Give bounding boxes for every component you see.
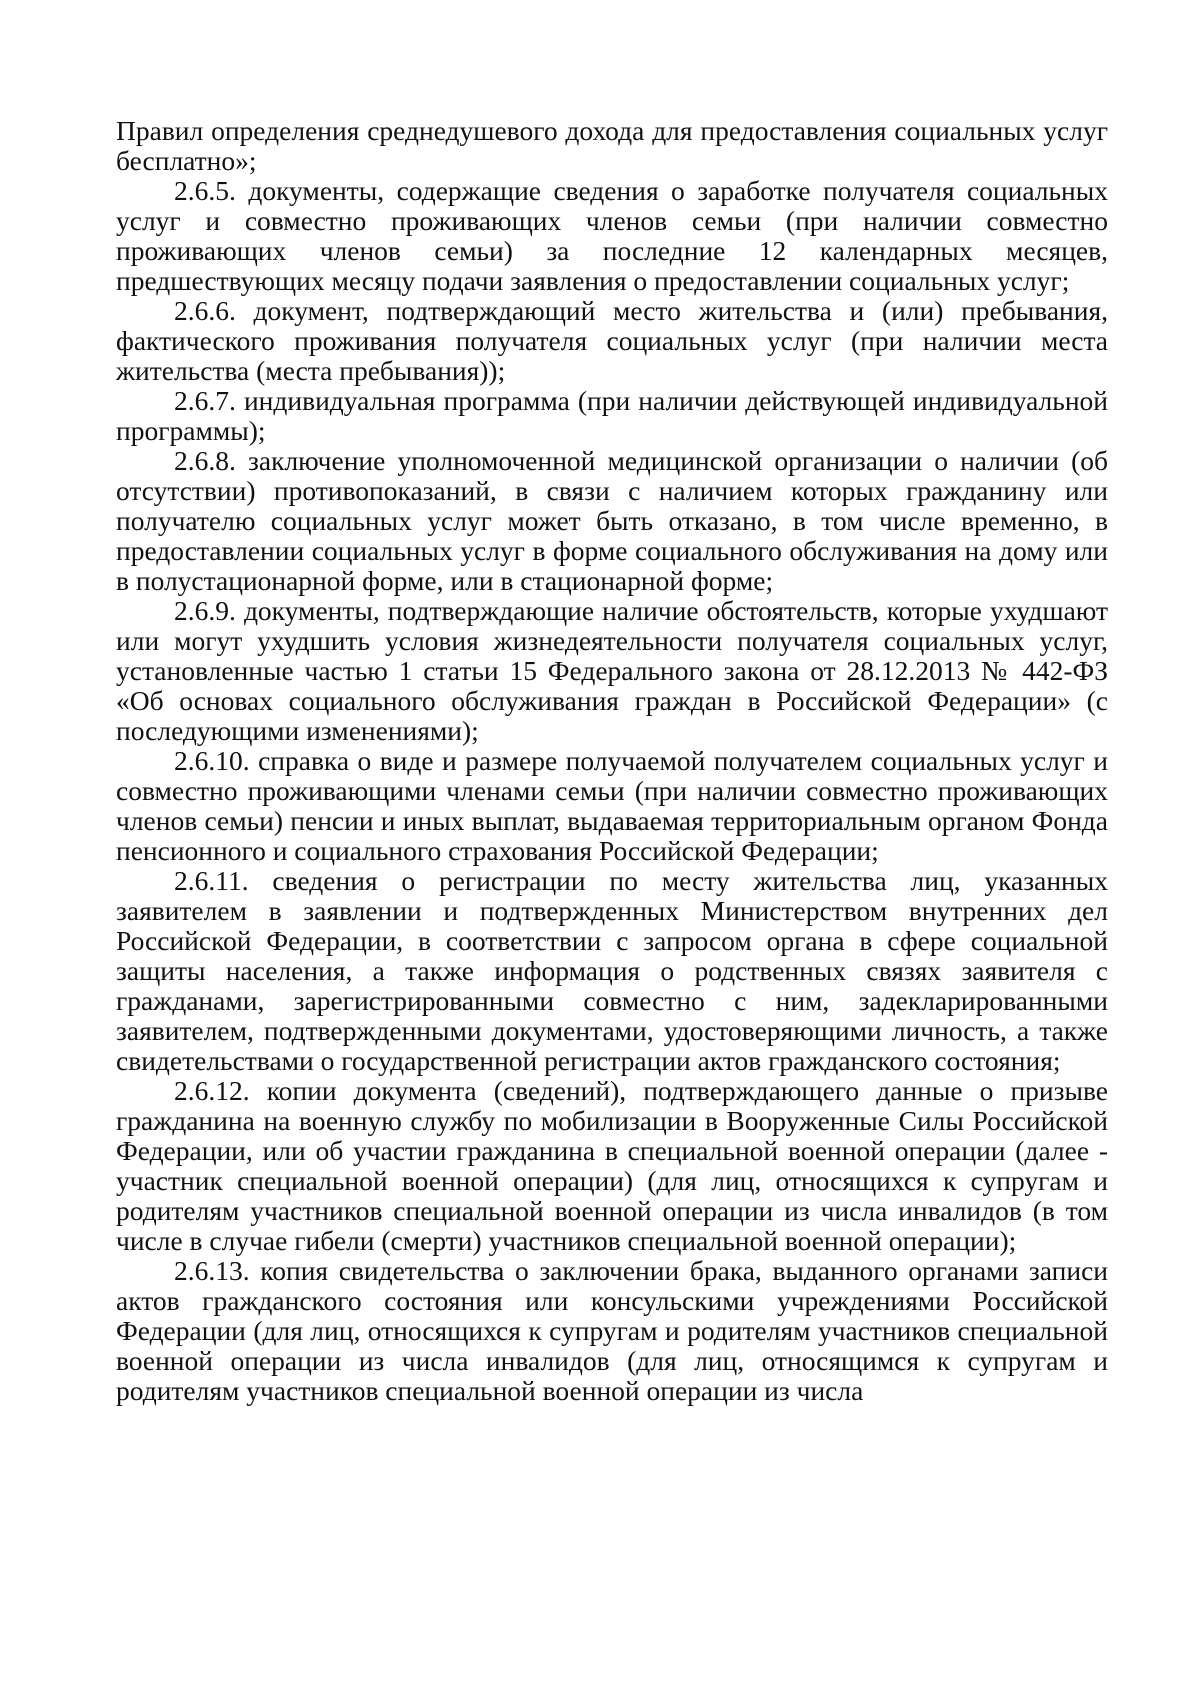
- paragraph-2-6-8: 2.6.8. заключение уполномоченной медицинской организации о наличии (об отсутствии) противопоказаний, в связи с наличием которых гражданину или получателю социальных услуг может быть отказано, в том числе временно, в предоставлении социальных услуг в форме социального обслуживания на дому или в полустационарной форме, или в стационарной форме;: [116, 445, 1108, 596]
- paragraph-2-6-11: 2.6.11. сведения о регистрации по месту жительства лиц, указанных заявителем в заявлении и подтвержденных Министерством внутренних дел Российской Федерации, в соответствии с запросом органа в сфере социальной защиты населения, а также информация о родственных связях заявителя с гражданами, зарегистрированными совместно с ним, задекларированными заявителем, подтвержденными документами, удостоверяющими личность, а также свидетельствами о государственной регистрации актов гражданского состояния;: [116, 865, 1108, 1076]
- paragraph-2-6-6: 2.6.6. документ, подтверждающий место жительства и (или) пребывания, фактического проживания получателя социальных услуг (при наличии места жительства (места пребывания));: [116, 295, 1108, 386]
- paragraph-continuation: Правил определения среднедушевого дохода для предоставления социальных услуг бесплатно»;: [116, 115, 1108, 176]
- paragraph-2-6-9: 2.6.9. документы, подтверждающие наличие обстоятельств, которые ухудшают или могут ухудшить условия жизнедеятельности получателя социальных услуг, установленные частью 1 статьи 15 Федерального закона от 28.12.2013 № 442-ФЗ «Об основах социального обслуживания граждан в Российской Федерации» (с последующими изменениями);: [116, 595, 1108, 746]
- paragraph-2-6-12: 2.6.12. копии документа (сведений), подтверждающего данные о призыве гражданина на военную службу по мобилизации в Вооруженные Силы Российской Федерации, или об участии гражданина в специальной военной операции (далее - участник специальной военной операции) (для лиц, относящихся к супругам и родителям участников специальной военной операции из числа инвалидов (в том числе в случае гибели (смерти) участников специальной военной операции);: [116, 1075, 1108, 1256]
- paragraph-2-6-5: 2.6.5. документы, содержащие сведения о заработке получателя социальных услуг и совместно проживающих членов семьи (при наличии совместно проживающих членов семьи) за последние 12 календарных месяцев, предшествующих месяцу подачи заявления о предоставлении социальных услуг;: [116, 175, 1108, 296]
- document-body: [116, 116, 1108, 1406]
- paragraph-2-6-7: 2.6.7. индивидуальная программа (при наличии действующей индивидуальной программы);: [116, 385, 1108, 446]
- paragraph-2-6-13: 2.6.13. копия свидетельства о заключении брака, выданного органами записи актов гражданского состояния или консульскими учреждениями Российской Федерации (для лиц, относящихся к супругам и родителям участников специальной военной операции из числа инвалидов (для лиц, относящимся к супругам и родителям участников специальной военной операции из числа: [116, 1255, 1108, 1406]
- paragraph-2-6-10: 2.6.10. справка о виде и размере получаемой получателем социальных услуг и совместно проживающими членами семьи (при наличии совместно проживающих членов семьи) пенсии и иных выплат, выдаваемая территориальным органом Фонда пенсионного и социального страхования Российской Федерации;: [116, 745, 1108, 866]
